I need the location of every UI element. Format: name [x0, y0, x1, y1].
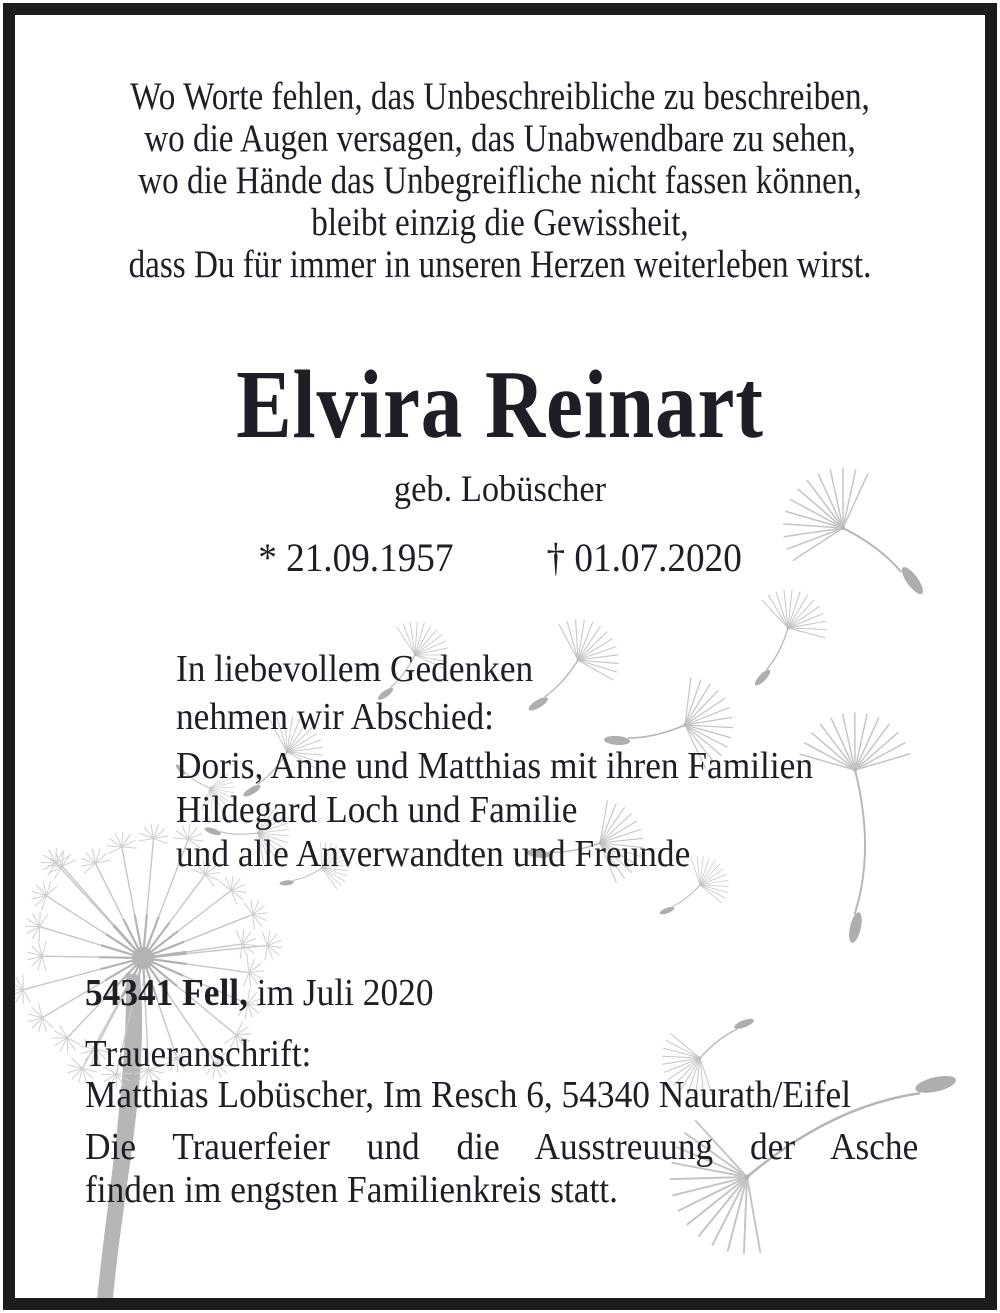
intro-line: In liebevollem Gedenken	[176, 648, 534, 690]
intro-block	[176, 645, 533, 741]
verse-line: wo die Augen versagen, das Unabwendbare zu sehen,	[144, 117, 856, 160]
ceremony-line: finden im engsten Familienkreis statt.	[85, 1169, 618, 1211]
intro-line: nehmen wir Abschied:	[176, 696, 495, 738]
ceremony-line: Die Trauerfeier und die Ausstreuung der Asche	[85, 1126, 919, 1168]
ceremony-block	[85, 1126, 918, 1212]
deceased-name: Elvira Reinart	[236, 351, 764, 459]
verse-line: Wo Worte fehlen, das Unbeschreibliche zu beschreiben,	[130, 75, 870, 118]
birth-date: * 21.09.1957	[258, 535, 454, 580]
mourner-line: Hildegard Loch und Familie	[176, 789, 578, 831]
verse-line: bleibt einzig die Gewissheit,	[311, 201, 689, 244]
place-date-line	[85, 971, 434, 1015]
dandelion-seed	[719, 575, 839, 703]
mourners-block	[176, 744, 813, 876]
verse-line: dass Du für immer in unseren Herzen weiterleben wirst.	[128, 243, 872, 286]
mourner-line: und alle Anverwandten und Freunde	[176, 833, 691, 875]
address-label: Traueranschrift:	[85, 1033, 312, 1075]
life-dates	[35, 534, 965, 581]
verse-line: wo die Hände das Unbegreifliche nicht fassen können,	[138, 159, 862, 202]
address-line: Matthias Lobüscher, Im Resch 6, 54340 Naurath/Eifel	[85, 1074, 852, 1116]
place-name: 54341 Fell,	[85, 972, 248, 1014]
death-date: † 01.07.2020	[546, 535, 742, 580]
verse-block	[75, 76, 925, 286]
mourner-line: Doris, Anne und Matthias mit ihren Familien	[176, 745, 814, 787]
maiden-name: geb. Lobüscher	[393, 469, 607, 510]
notice-date: im Juli 2020	[247, 972, 434, 1014]
